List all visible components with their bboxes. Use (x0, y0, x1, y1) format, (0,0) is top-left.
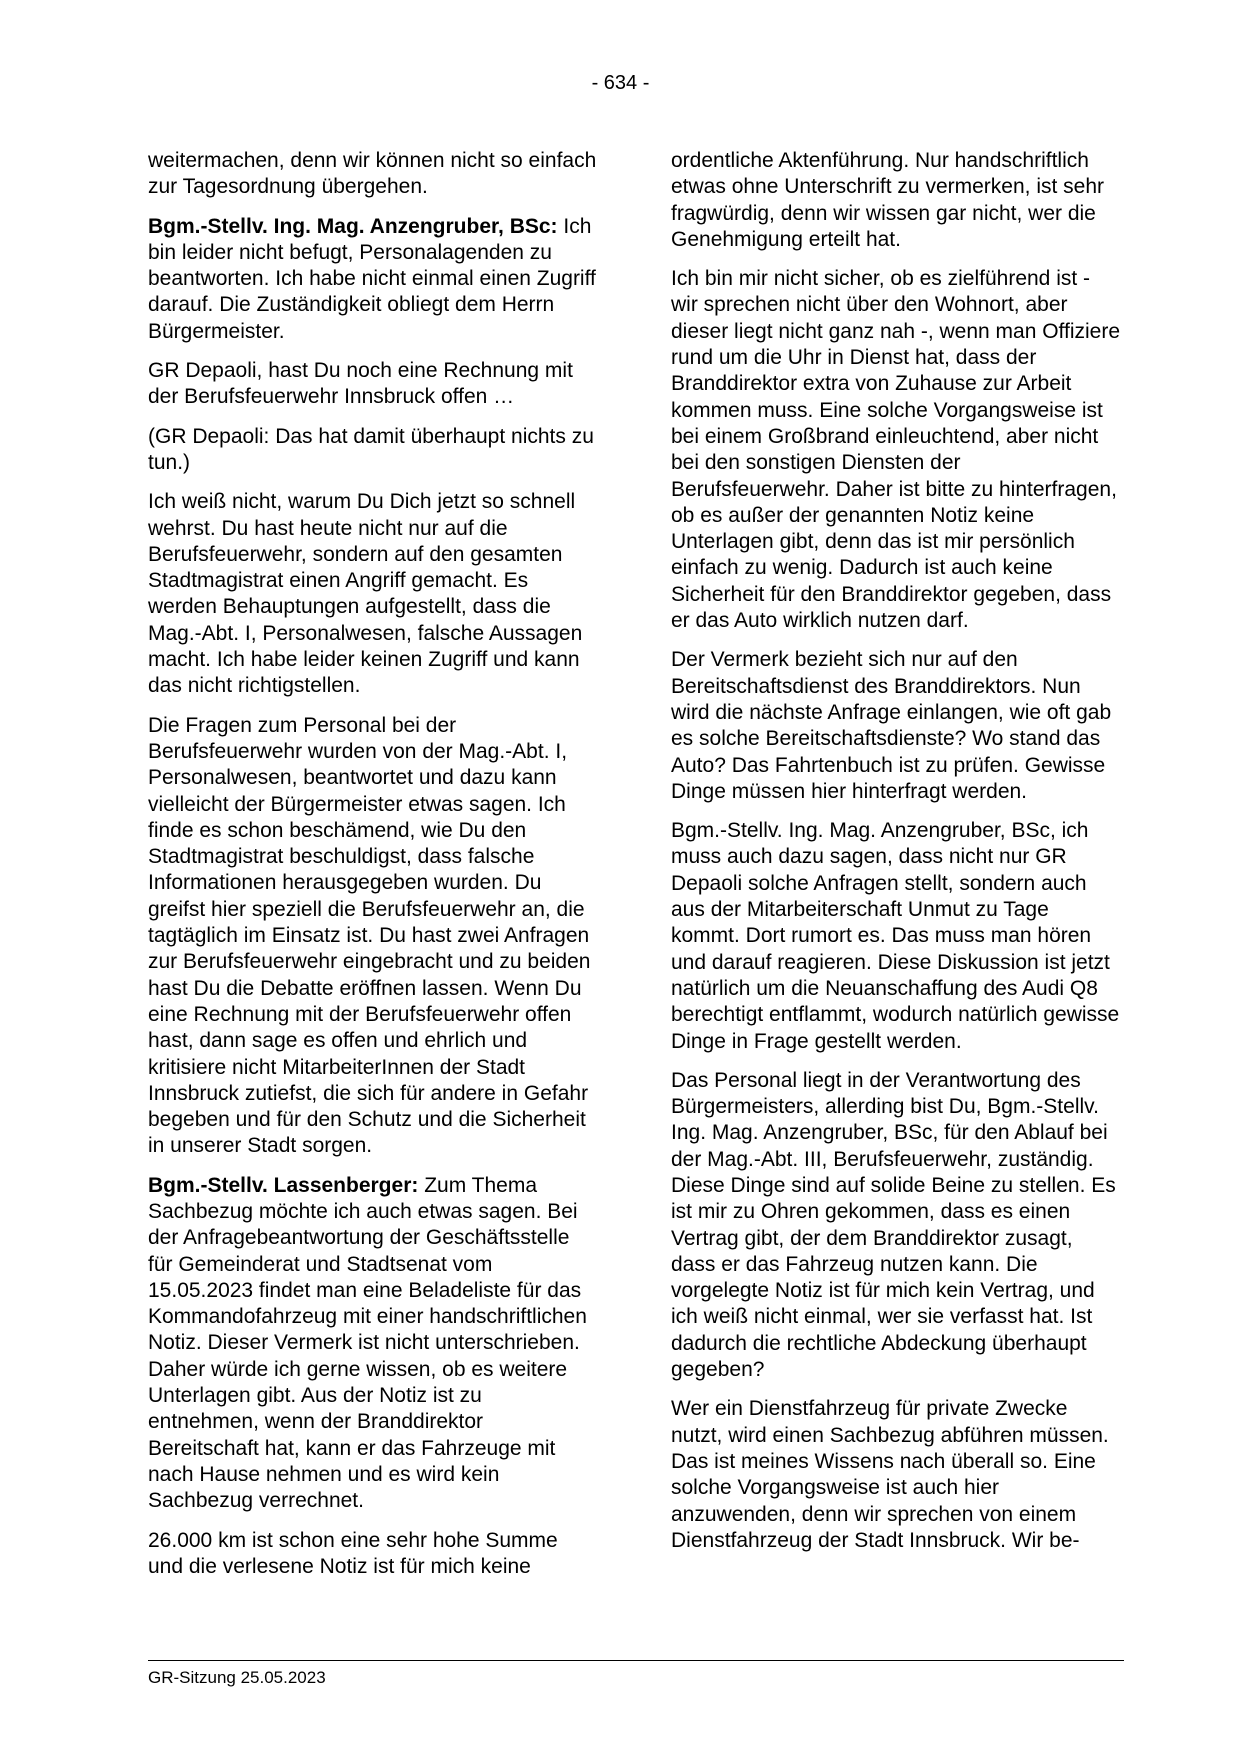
paragraph: Das Personal liegt in der Verantwortung des Bürgermeisters, allerding bist Du, Bgm.-Stellv. Ing. Mag. Anzengruber, BSc, für den Ablauf bei der Mag.-Abt. III, Berufsfeuerwehr, zuständig. Diese Dinge sind auf solide Beine zu stellen. Es ist mir zu Ohren gekommen, dass es einen Vertrag gibt, der dem Branddirektor zusagt, dass er das Fahrzeug nutzen kann. Die vorgelegte Notiz ist für mich kein Vertrag, und ich weiß nicht einmal, wer sie verfasst hat. Ist dadurch die rechtliche Abdeckung überhaupt gegeben? (671, 1068, 1116, 1382)
paragraph: Wer ein Dienstfahrzeug für private Zwecke nutzt, wird einen Sachbezug abführen müssen. Das ist meines Wissens nach überall so. Eine solche Vorgangsweise ist auch hier anzuwenden, denn wir sprechen von einem Dienstfahrzeug der Stadt Innsbruck. Wir be- (671, 1397, 1109, 1552)
paragraph: 26.000 km ist schon eine sehr hohe Summe und die verlesene Notiz ist für mich keine (148, 1528, 558, 1578)
footer-divider (148, 1660, 1124, 1661)
paragraph: Die Fragen zum Personal bei der Berufsfeuerwehr wurden von der Mag.-Abt. I, Personalwesen, beantwortet und dazu kann vielleicht der Bürgermeister etwas sagen. Ich finde es schon beschämend, wie Du den Stadtmagistrat beschuldigst, dass falsche Informationen herausgegeben wurden. Du greifst hier speziell die Berufsfeuerwehr an, die tagtäglich im Einsatz ist. Du hast zwei Anfragen zur Berufsfeuerwehr eingebracht und zu beiden hast Du die Debatte eröffnen lassen. Wenn Du eine Rechnung mit der Berufsfeuerwehr offen hast, dann sage es offen und ehrlich und kritisiere nicht MitarbeiterInnen der Stadt Innsbruck zutiefst, die sich für andere in Gefahr begeben und für den Schutz und die Sicherheit in unserer Stadt sorgen. (148, 713, 591, 1158)
speech-text: Zum Thema Sachbezug möchte ich auch etwas sagen. Bei der Anfragebeantwortung der Geschäftsstelle für Gemeinderat und Stadtsenat vom 15.05.2023 findet man eine Beladeliste für das Kommandofahrzeug mit einer handschriftlichen Notiz. Dieser Vermerk ist nicht unterschrieben. Daher würde ich gerne wissen, ob es weitere Unterlagen gibt. Aus der Notiz ist zu entnehmen, wenn der Branddirektor Bereitschaft hat, kann er das Fahrzeuge mit nach Hause nehmen und es wird kein Sachbezug verrechnet. (148, 1173, 587, 1513)
paragraph (148, 214, 598, 345)
paragraph: Ich bin mir nicht sicher, ob es zielführend ist - wir sprechen nicht über den Wohnort, aber dieser liegt nicht ganz nah -, wenn man Offiziere rund um die Uhr in Dienst hat, dass der Branddirektor extra von Zuhause zur Arbeit kommen muss. Eine solche Vorgangsweise ist bei einem Großbrand einleuchtend, aber nicht bei den sonstigen Diensten der Berufsfeuerwehr. Daher ist bitte zu hinterfragen, ob es außer der genannten Notiz keine Unterlagen gibt, denn das ist mir persönlich einfach zu wenig. Dadurch ist auch keine Sicherheit für den Branddirektor gegeben, dass er das Auto wirklich nutzen darf. (671, 267, 1121, 633)
paragraph: ordentliche Aktenführung. Nur handschriftlich etwas ohne Unterschrift zu vermerken, ist sehr fragwürdig, denn wir wissen gar nicht, wer die Genehmigung erteilt hat. (671, 149, 1105, 251)
speaker-name: Bgm.-Stellv. Lassenberger: (148, 1173, 419, 1197)
footer-session-date: GR-Sitzung 25.05.2023 (148, 1668, 326, 1687)
paragraph (148, 1173, 598, 1515)
speaker-name: Bgm.-Stellv. Ing. Mag. Anzengruber, BSc: (148, 214, 558, 238)
interjection: (GR Depaoli: Das hat damit überhaupt nichts zu tun.) (148, 424, 594, 474)
paragraph: Bgm.-Stellv. Ing. Mag. Anzengruber, BSc, ich muss auch dazu sagen, dass nicht nur GR Depaoli solche Anfragen stellt, sondern auch aus der Mitarbeiterschaft Unmut zu Tage kommt. Dort rumort es. Das muss man hören und darauf reagieren. Diese Diskussion ist jetzt natürlich um die Neuanschaffung des Audi Q8 berechtigt entflammt, wodurch natürlich gewisse Dinge in Frage gestellt werden. (671, 819, 1120, 1053)
paragraph: GR Depaoli, hast Du noch eine Rechnung mit der Berufsfeuerwehr Innsbruck offen … (148, 359, 573, 409)
paragraph: weitermachen, denn wir können nicht so einfach zur Tagesordnung übergehen. (148, 149, 597, 199)
right-column (671, 148, 1121, 1567)
left-column (148, 148, 598, 1593)
page-number: - 634 - (591, 72, 650, 94)
speech-text: Ich bin leider nicht befugt, Personalagenden zu beantworten. Ich habe nicht einmal einen Zugriff darauf. Die Zuständigkeit obliegt dem Herrn Bürgermeister. (148, 214, 596, 343)
paragraph: Ich weiß nicht, warum Du Dich jetzt so schnell wehrst. Du hast heute nicht nur auf die Berufsfeuerwehr, sondern auf den gesamten Stadtmagistrat einen Angriff gemacht. Es werden Behauptungen aufgestellt, dass die Mag.-Abt. I, Personalwesen, falsche Aussagen macht. Ich habe leider keinen Zugriff und kann das nicht richtigstellen. (148, 490, 583, 698)
paragraph: Der Vermerk bezieht sich nur auf den Bereitschaftsdienst des Branddirektors. Nun wird die nächste Anfrage einlangen, wie oft gab es solche Bereitschaftsdienste? Wo stand das Auto? Das Fahrtenbuch ist zu prüfen. Gewisse Dinge müssen hier hinterfragt werden. (671, 648, 1112, 803)
